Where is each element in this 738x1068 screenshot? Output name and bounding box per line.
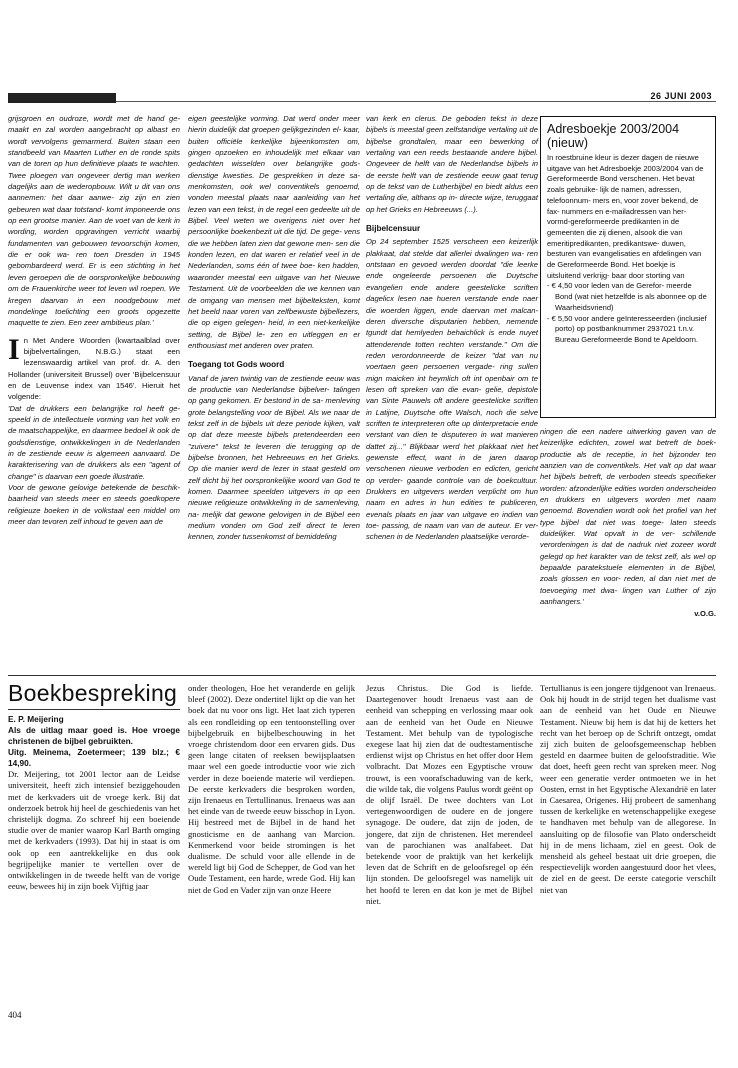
- col1-intro: [8, 332, 180, 403]
- review-column-3: [366, 683, 533, 907]
- review-author: E. P. Meijering: [8, 714, 64, 724]
- review-column-2: [188, 683, 355, 896]
- col1-paragraph-2: n Met Andere Woorden (kwartaalblad over bijbelvertalingen, N.B.G.) staat een lezenswaardig artikel van prof. dr. A. den Hollander (universiteit Brussel) over 'Bijbelcensuur en de Leuvense index van 1546'. Hieruit het volgende:: [8, 335, 180, 402]
- issue-date: 26 JUNI 2003: [650, 91, 712, 101]
- col2-paragraph-2: Vanaf de jaren twintig van de zestiende eeuw was de productie van Nederlandse bijbelver- talingen op gang gekomen. Er bestond in de sa- menleving grote belangstelling voor de Bijbel. Als we naar de tekst zelf in de bijbels uit deze periode kijken, valt op dat deze meeste bijbels pretendeerden een "zuivere" tekst te leveren die terugging op de bijbelse bronnen, het Hebreeuws en het Grieks. Op die manier werd de lezer in staat gesteld om zelf dicht bij het oorspronkelijke woord van God te komen. Daarmee speelden uitgevers in op een nieuwe religieuze ontwikkeling in de samenleving, na- melijk dat gewone gelovigen in de Bijbel een medium vonden om God zelf direct te leren kennen, zonder tussenkomst of bemiddeling: [188, 373, 360, 542]
- header-black-block: [8, 93, 116, 103]
- box-bullet-1: - € 4,50 voor leden van de Gerefor- meerde Bond (wat niet hetzelfde is als abonnee op de Waarheidsvriend): [547, 281, 707, 312]
- article-column-1: [8, 113, 180, 527]
- review-publisher: Uitg. Meinema, Zoetermeer; 139 blz.; € 14,90.: [8, 747, 180, 769]
- box-bullet-2: - € 5,50 voor andere geïnteresseerden (inclusief porto) op postbanknummer 2937021 t.n.v. Bureau Gereformeerde Bond te Apeldoorn.: [547, 313, 707, 344]
- dropcap: I: [8, 332, 20, 366]
- col3-paragraph-1: van kerk en clerus. De geboden tekst in deze bijbels is meestal geen zelfstandige vertaling uit de bijbelse grondtalen, maar een bewerking of vertaling van een reeds bestaande andere bijbel. Ongeveer de helft van de Nederlandse bijbels in de eerste helft van de zestiende eeuw gaat terug op de tekst van de Lutherbijbel en biedt aldus een vertaling die, althans op in- directe wijze, teruggaat op het Grieks en Hebreeuws (...).: [366, 114, 538, 214]
- address-book-box: [540, 116, 716, 418]
- article-column-2: [188, 113, 360, 543]
- review-column-1: [8, 714, 180, 892]
- section-divider: [8, 675, 716, 676]
- col2-paragraph-1: eigen geestelijke vorming. Dat werd onder meer hierin duidelijk dat groepen gelijkgezinden el- kaar, buiten officiële kerkelijke bijeenkomsten om, gingen opzoeken en inhoudelijk met elkaar van gedachten wisselden over belangrijke gods- dienstige kwesties. De gesprekken in deze sa- menkomsten, ook wel conventikels genoemd, vonden meestal plaats naar aanleiding van het lezen van een tekst, in de regel een gedeelte uit de Bijbel. Veel weten we overigens niet over het persoonlijke boekenbezit uit die tijd. De gege- vens die we hebben laten zien dat gewone men- sen die konden lezen, en dat waren er relatief veel in de Nederlanden, soms één of twee boe- ken hadden, waaronder meestal een uitgave van het Nieuwe Testament. Uit de voorbeelden die we kennen van de omgang van mensen met bijbelteksten, komt het beeld naar voren van zelfbewuste bijbellezers, die op eigen gelegen- heid, in een niet-kerkelijke setting, de Bijbel le- zen en uitleggen en er enthousiast met anderen over praten.: [188, 114, 360, 350]
- review-text-1: Dr. Meijering, tot 2001 lector aan de Leidse universiteit, heeft zich intensief beziggehouden met de kerkvaders uit de vroege kerk. Bij dat onderzoek betrok hij heel de geschiedenis van het christelijk dogma. Zo schreef hij een boeiende studie over de manier waarop Karl Barth omging met de kerkvaders (1993). Dat hij in staat is om ook op een aantrekkelijke en dus ook begrijpelijke manier te vertellen over de ontwikkelingen in de tweede helft van de vorige eeuw, bewees hij in zijn boek Vijftig jaar: [8, 769, 180, 892]
- col3-paragraph-2: Op 24 september 1525 verscheen een keizerlijk plakkaat, dat stelde dat allerlei dwalingen wa- ren ontstaan en gevoed werden doordat "die leerke ende ongeleerde persoenen die Duytsche evangelien ende andere geestelicke scriften dagelicx lesen nae hueren verstande ende naer die woerden liggen, ende daervan met malcan- deren diversche disputarien hebben, nemende tgundt dat hemlyeden behaichlick is ende nuyet attenderende totten rechten verstande." Om die reden verordonneerde de keizer "dat van nu voertaen geen persoenen vergade- ring sullen mign maicken int heymlich oft int openbair om te lesen oft spreken van die evan- gelie, depistole van Sinte Pauwels oft andere geestelicke scriften in Latijne, Duytsche ofte Walsch, noch die selve scriften te interpreteren ofte up dinterpretacie ende verstant van dien te disputeren in wat manieren dattet zij..." Blijkbaar werd het plakkaat niet het gewenste effect, want in de jaren daarop verschenen nieuwe verboden en edicten, gericht op verder- gaande controle van de boekcultuur. Drukkers en uitgevers werden verplicht om hun naam en adres in hun edities te publiceren, evenals plaats en jaar van uitgave en indien van toe- passing, de naam van van de auteur. Er ver- schenen in de Nederlanden plaatselijke verorde-: [366, 237, 538, 542]
- review-text-2: onder theologen, Hoe het veranderde en gelijk bleef (2002). Deze ondertitel lijkt op die van het boek dat nu voor ons ligt. Het laat zich typeren als een rondleiding op een tentoonstelling over bijbelgebruik en bijbelbeschouwing in het vroege christendom door een ervaren gids. Dus geen lange citaten of reeksen bewijsplaatsen maar wel een goede introductie voor wie zich verder in deze boeiende materie wil verdiepen. De eerste kerkvaders die besproken worden, zijn Irenaeus en Tertullinanus. Irenaeus was aan het einde van de tweede eeuw bisschop in Lyon. Hij bestreed met de Bijbel in de hand het gnosticisme en de aanhang van Marcion. Kenmerkend voor beide stromingen is het dualisme. De schuld voor alle ellende in de wereld ligt bij God de Schepper, de God van het Oude Testament, een harde, wrede God. Hij kan niet de God en Vader zijn van onze Heere: [188, 683, 355, 895]
- review-title-rule: [8, 709, 180, 710]
- review-text-3: Jezus Christus. Die God is liefde. Daartegenover houdt Irenaeus vast aan de eenheid van schepping en verlossing maar ook aan de eenheid van het Oude en Nieuwe Testament. Met behulp van de typologische exegese laat hij zien dat de oudtestamentische erdienst wijst op Christus en het offer door Hem volbracht. Dat Mozes een Egyptische vrouw trouwt, is een voorafschaduwing van de kerk, die wilde tak, die volgens Paulus wordt geënt op de olijf Israël. De twee dochters van Lot vertegenwoordigen de oudere en de jongere synagoge. De oudere, dat zijn de joden, de jongere, dat zijn de christenen. Het merendeel van de parochianen was analfabeet. Dat betekende voor de praktijk van het kerkelijk leven dat de Schrift en de geloofsregel op één lijn stonden. De geloofsregel was namelijk uit het hoofd te leren en dat kon je met de Bijbel niet.: [366, 683, 533, 906]
- col1-paragraph-3: 'Dat de drukkers een belangrijke rol heeft ge- speeld in de intellectuele vorming van het volk en de maatschappelijke, en daarmee bedoel ik ook de godsdienstige, ontwikkelingen in de Nederlanden in de zestiende eeuw is algemeen aanvaard. De karakterisering van de drukkers als een "agent of change" is daarvan een goede illustratie.: [8, 403, 180, 481]
- review-book-title: Als de uitlag maar goed is. Hoe vroege christenen de bijbel gebruikten.: [8, 725, 180, 747]
- article-signature: v.O.G.: [694, 608, 716, 618]
- review-column-4: [540, 683, 716, 896]
- col3-subhead: Bijbelcensuur: [366, 224, 421, 234]
- review-text-4: Tertullianus is een jongere tijdgenoot van Irenaeus. Ook hij houdt in de strijd tegen het dualisme vast aan de eenheid van het Oude en Nieuwe Testament. Nieuw bij hem is dat hij de ketters het recht van het beroep op de Schrift ontzegt, omdat zij zich buiten de geloofsgemeenschap hebben gesteld en daarmee buiten de geloofstraditie. Wie dat doet, heeft geen recht van spreken meer. Nog weer een generatie verder ontmoeten we in het Oosten, ernst in het Egyptische Alexandrië en later in Caesarea, Origenes. Hij probeert de samenhang tussen de kerkelijke en wetenschappelijke exegese te handhaven met behulp van de allegorese. In aansluiting op de filosofie van Plato onderscheidt hij in de mens lichaam, ziel en geest. Ook de mensheid als geheel bestaat uit drie groepen, die respectievelijk worden aangestuurd door het vlees, de ziel en de geest. De eerste categorie verschilt niet van: [540, 683, 716, 895]
- header-rule: [116, 101, 716, 102]
- col2-subhead: Toegang tot Gods woord: [188, 360, 285, 370]
- col1-paragraph-4: Voor de gewone gelovige betekende de beschik- baarheid van steeds meer en steeds goedkopere religieuze boeken in de volkstaal een middel om meer dan tevoren zelf inhoud te geven aan de: [8, 483, 180, 527]
- review-section-title: Boekbespreking: [8, 680, 178, 706]
- box-body: In roestbruine kleur is dezer dagen de nieuwe uitgave van het Adresboekje 2003/2004 van de Gereformeerde Bond verschenen. Het bevat zoals gebruike- lijk de namen, adressen, telefoonnum- mers en, voor zover bekend, de fax- nummers en e-mailadressen van her- vormd-gereformeerde predikanten in de gemeenten die zij dienen, alsook die van emeritipredikanten, predikantswe- duwen, besturen van evangelisaties en afdelingen van de Gereformeerde Bond. Het boekje is uitsluitend verkrijg- baar door storting van: [547, 153, 704, 280]
- article-column-4: [540, 426, 716, 619]
- col1-paragraph-1: grijsgroen en oudroze, wordt met de hand ge- maakt en zal worden aangebracht op albast en wordt vervolgens gemarmerd. Buiten staan een standbeeld van Maarten Luther en de ronde spits van de toren op hun definitieve plaats te wachten. Twee ploegen van ongeveer dertig man werken dagelijks aan de wederopbouw. Wilt u dit van ons aannemen: het daar aanwe- zig zijn en zien gebeuren wat daar totstand- komt imponeerde ons op een grootse manier. Aan de voet van de kerk in wording, worden opgravingen verricht waarbij fundamenten van gebouwen tevoorschijn komen, die er ook wa- ren toen Dresden in 1945 gebombardeerd werd. Er is een stichting in het leven geroepen die de oorspronkelijke bebouwing om de Frauenkirche weer tot leven wil roepen. We kregen daarvan in een noodgebouw met mondelinge toelichting een groots opgezette maquette te zien. Een zeer ambitieus plan.': [8, 114, 180, 328]
- box-title: Adresboekje 2003/2004 (nieuw): [547, 122, 680, 150]
- page-number: 404: [8, 1010, 22, 1020]
- article-column-3: [366, 113, 538, 543]
- col4-paragraph-1: ningen die een nadere uitwerking gaven van de keizerlijke edichten, zowel wat betreft de boek- productie als de receptie, in het bijzonder ten aanzien van de conventikels. Het valt op dat waar het bijbels betreft, de verboden steeds specifieker worden: afzonderlijke edities worden onderscheiden en drukkers en uitgevers worden met naam genoemd. Bovendien wordt ook het profiel van het type bijbel dat niet was toege- laten steeds duidelijker. Wat opvalt in de ver- schillende verordeningen is dat de nadruk niet zozeer wordt gelegd op het karakter van de tekst zelf, als wel op bepaalde paratekstuele elementen in de Bijbel, zoals glossen en voor- reden, al dan niet met de toevoeging met dwa- lingen van Luther of zijn aanhangers.': [540, 427, 716, 607]
- header-bar: [8, 93, 716, 103]
